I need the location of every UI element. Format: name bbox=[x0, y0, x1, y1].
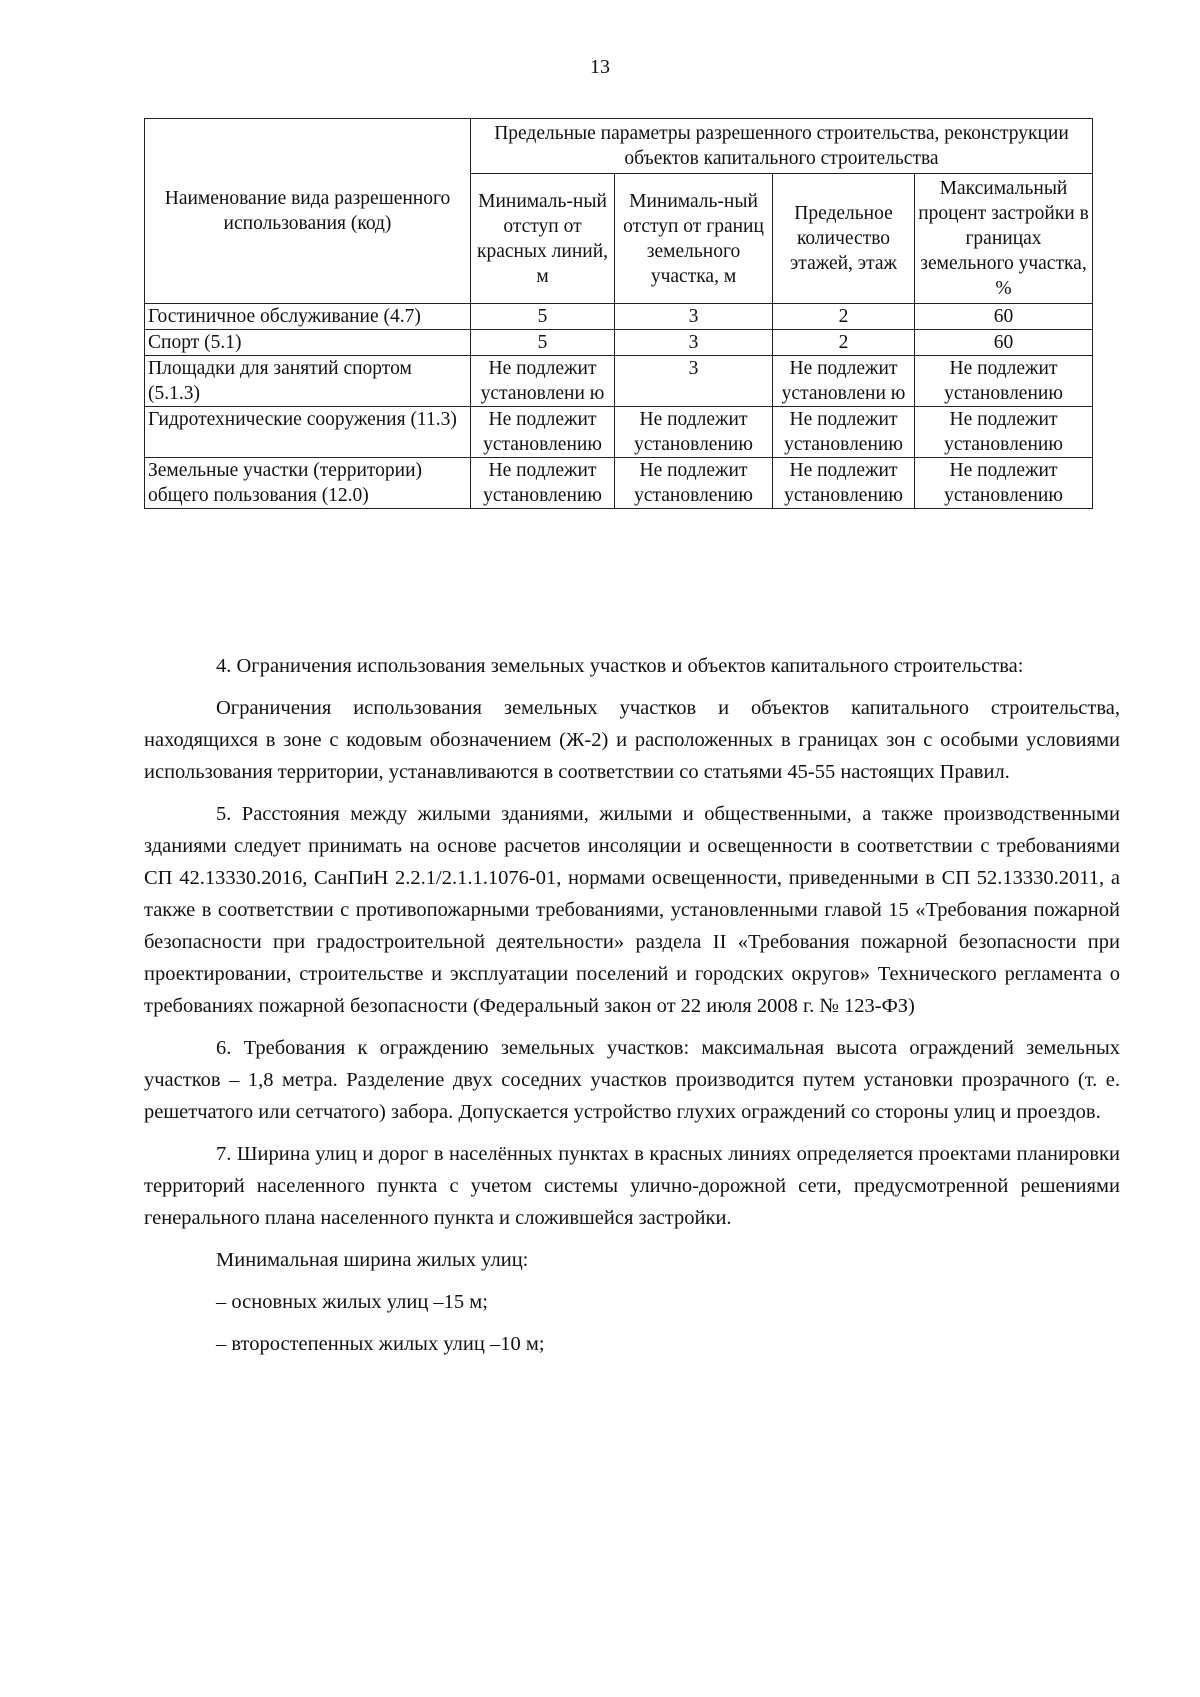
paragraph-4-heading: 4. Ограничения использования земельных участков и объектов капитального строительства: bbox=[216, 655, 1024, 677]
row-value: 3 bbox=[615, 330, 773, 356]
row-value: 3 bbox=[615, 304, 773, 330]
body-text bbox=[144, 650, 1120, 1370]
row-value: 5 bbox=[471, 330, 615, 356]
header-max-coverage: Максимальный процент застройки в границах земельного участка, % bbox=[915, 174, 1093, 304]
header-name-column: Наименование вида разрешенного использования (код) bbox=[145, 119, 471, 304]
row-value: 60 bbox=[915, 304, 1093, 330]
header-min-offset-plot-borders: Минималь-ный отступ от границ земельного участка, м bbox=[615, 174, 773, 304]
row-value: Не подлежит установлению bbox=[915, 458, 1093, 509]
row-name: Гостиничное обслуживание (4.7) bbox=[145, 304, 471, 330]
row-value: Не подлежит установлени ю bbox=[773, 356, 915, 407]
row-name: Спорт (5.1) bbox=[145, 330, 471, 356]
list-item: – основных жилых улиц –15 м; bbox=[216, 1291, 488, 1313]
row-value: 5 bbox=[471, 304, 615, 330]
paragraph-6-fences: 6. Требования к ограждению земельных участков: максимальная высота ограждений земельных участков – 1,8 метра. Разделение двух соседних участков производится путем установки прозрачного (т. е. решетчатого или сетчатого) забора. Допускается устройство глухих ограждений со стороны улиц и проездов. bbox=[144, 1037, 1120, 1123]
row-name: Земельные участки (территории) общего пользования (12.0) bbox=[145, 458, 471, 509]
table-row bbox=[145, 407, 1093, 458]
table-row bbox=[145, 458, 1093, 509]
row-value: Не подлежит установлению bbox=[471, 407, 615, 458]
row-value: Не подлежит установлени ю bbox=[471, 356, 615, 407]
paragraph-5-distances: 5. Расстояния между жилыми зданиями, жилыми и общественными, а также производственными зданиями следует принимать на основе расчетов инсоляции и освещенности в соответствии с требованиями СП 42.13330.2016, СанПиН 2.2.1/2.1.1.1076-01, нормами освещенности, приведенными в СП 52.13330.2011, а также в соответствии с противопожарными требованиями, установленными главой 15 «Требования пожарной безопасности при градостроительной деятельности» раздела II «Требования пожарной безопасности при проектировании, строительстве и эксплуатации поселений и городских округов» Технического регламента о требованиях пожарной безопасности (Федеральный закон от 22 июля 2008 г. № 123-ФЗ) bbox=[144, 803, 1120, 1017]
table-row bbox=[145, 304, 1093, 330]
row-value: 2 bbox=[773, 330, 915, 356]
header-group: Предельные параметры разрешенного строительства, реконструкции объектов капитального строительства bbox=[471, 119, 1093, 174]
row-value: Не подлежит установлению bbox=[915, 356, 1093, 407]
row-value: 2 bbox=[773, 304, 915, 330]
paragraph-7-street-width: 7. Ширина улиц и дорог в населённых пунктах в красных линиях определяется проектами планировки территорий населенного пункта с учетом системы улично-дорожной сети, предусмотренной решениями генерального плана населенного пункта и сложившейся застройки. bbox=[144, 1143, 1120, 1229]
header-min-offset-red-lines: Минималь-ный отступ от красных линий, м bbox=[471, 174, 615, 304]
header-max-floors: Предельное количество этажей, этаж bbox=[773, 174, 915, 304]
table-row bbox=[145, 330, 1093, 356]
page-number: 13 bbox=[590, 56, 610, 78]
row-name: Площадки для занятий спортом (5.1.3) bbox=[145, 356, 471, 407]
paragraph-min-street-width: Минимальная ширина жилых улиц: bbox=[216, 1249, 529, 1271]
table-header-row bbox=[145, 119, 1093, 174]
parameters-table bbox=[144, 118, 1093, 509]
row-value: Не подлежит установлению bbox=[773, 458, 915, 509]
row-value: Не подлежит установлению bbox=[471, 458, 615, 509]
row-value: 60 bbox=[915, 330, 1093, 356]
row-value: Не подлежит установлению bbox=[615, 407, 773, 458]
row-value: 3 bbox=[615, 356, 773, 407]
paragraph-restrictions: Ограничения использования земельных участков и объектов капитального строительства, находящихся в зоне с кодовым обозначением (Ж-2) и расположенных в границах зон с особыми условиями использования территории, устанавливаются в соответствии со статьями 45-55 настоящих Правил. bbox=[144, 697, 1120, 783]
list-item: – второстепенных жилых улиц –10 м; bbox=[216, 1333, 545, 1355]
row-value: Не подлежит установлению bbox=[915, 407, 1093, 458]
row-value: Не подлежит установлению bbox=[615, 458, 773, 509]
row-name: Гидротехнические сооружения (11.3) bbox=[145, 407, 471, 458]
row-value: Не подлежит установлению bbox=[773, 407, 915, 458]
table-row bbox=[145, 356, 1093, 407]
